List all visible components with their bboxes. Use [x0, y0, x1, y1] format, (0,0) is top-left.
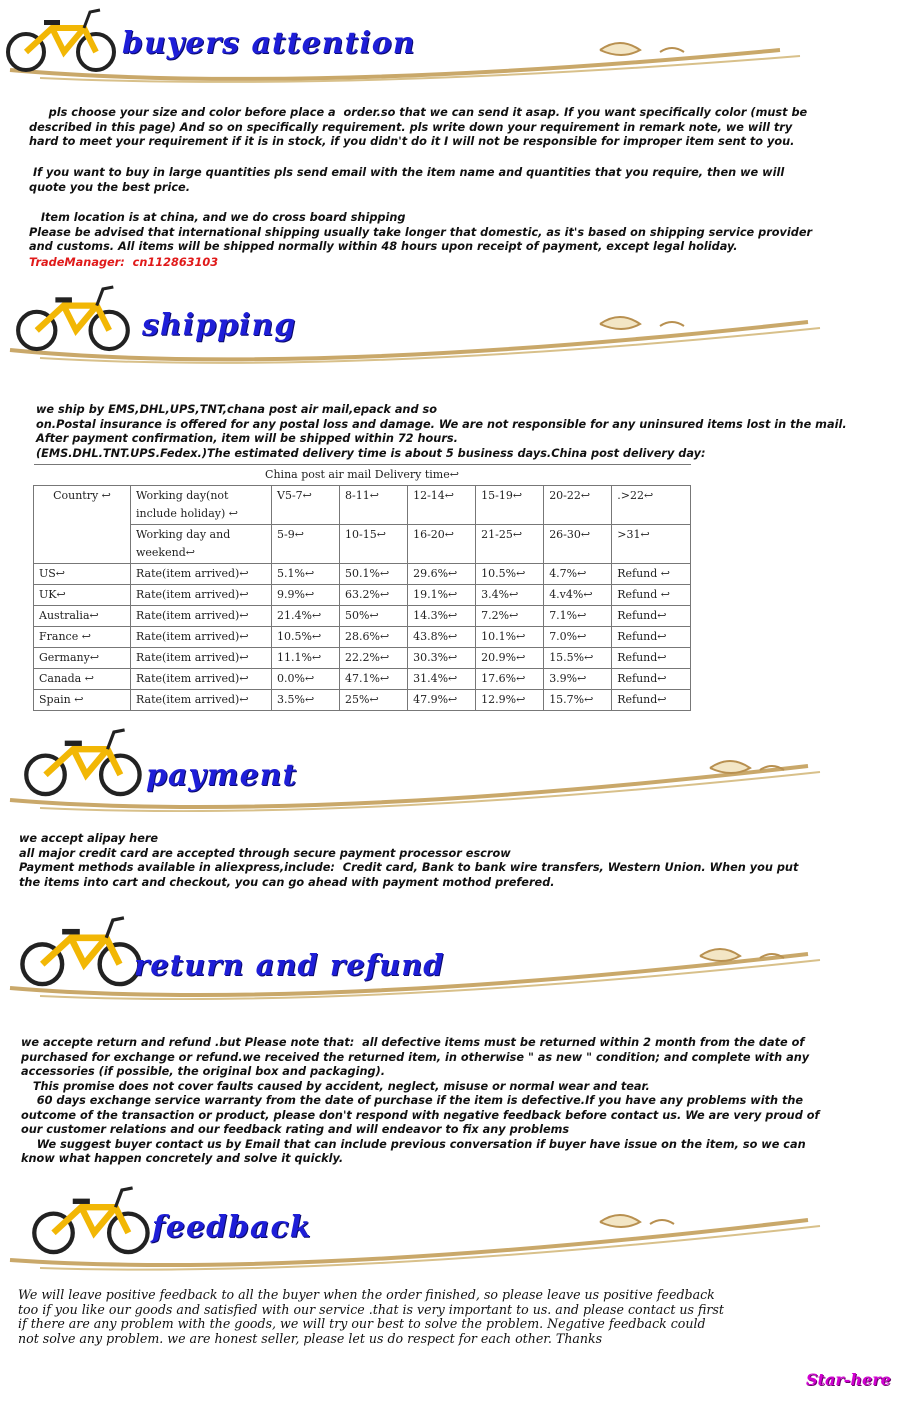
- item-location-note: Item location is at china, and we do cross board shipping Please be advised that international shipping usually take longer that domestic, as it's based on shipping service provider and customs. All items will be shipped normally within 48 hours upon receipt of payment, except legal holiday.: [29, 211, 813, 253]
- table-cell: Refund↩: [612, 690, 691, 711]
- bicycle-icon: [4, 6, 120, 74]
- return-refund-policy: we accepte return and refund .but Please note that: all defective items must be returned within 2 month from the date of purchased for exchange or refund.we received the returned item, in otherwise " as new " condition; and complete with any accessories (if possible, the original box and packaging). This promise does not cover faults caused by accident, neglect, misuse or normal wear and tear. 60 days exchange service warranty from the date of purchase if the item is defective.If you have any problems with the outcome of the transaction or product, please don't respond with negative feedback before contact us. We are very proud of our customer relations and our feedback rating and will endeavor to fix any problems We suggest buyer contact us by Email that can include previous conversation if buyer have issue on the item, so we can know what happen concretely and solve it quickly.: [21, 1036, 820, 1165]
- table-cell: 7.0%↩: [544, 627, 612, 648]
- bicycle-icon: [30, 1182, 154, 1258]
- table-row: [34, 486, 691, 525]
- country-cell: Germany↩: [34, 648, 131, 669]
- seller-signature: Star-here: [806, 1370, 891, 1389]
- working-day-label: Working day and weekend↩: [131, 525, 272, 564]
- rate-label: Rate(item arrived)↩: [131, 606, 272, 627]
- table-cell: 31.4%↩: [408, 669, 476, 690]
- table-cell: 8-11↩: [340, 486, 408, 525]
- table-cell: 63.2%↩: [340, 585, 408, 606]
- table-row: [34, 648, 691, 669]
- table-cell: 26-30↩: [544, 525, 612, 564]
- banner-title: feedback: [152, 1210, 312, 1245]
- table-cell: 10.5%↩: [476, 564, 544, 585]
- table-cell: 5-9↩: [272, 525, 340, 564]
- bicycle-icon: [18, 912, 146, 990]
- table-cell: 12.9%↩: [476, 690, 544, 711]
- country-header: Country ↩: [34, 486, 131, 564]
- shipping-info: we ship by EMS,DHL,UPS,TNT,chana post air mail,epack and so on.Postal insurance is offered for any postal loss and damage. We are not responsible for any uninsured items lost in the mail. After payment confirmation, item will be shipped within 72 hours. (EMS.DHL.TNT.UPS.Fedex.)The estimated delivery time is about 5 business days.China post delivery day:: [36, 403, 847, 460]
- table-cell: 3.9%↩: [544, 669, 612, 690]
- country-cell: US↩: [34, 564, 131, 585]
- table-cell: 15.7%↩: [544, 690, 612, 711]
- table-cell: 15-19↩: [476, 486, 544, 525]
- table-caption-row: [34, 465, 691, 486]
- bulk-order-note: If you want to buy in large quantities pls send email with the item name and quantities that you require, then we will quote you the best price.: [29, 166, 785, 194]
- bicycle-icon: [22, 724, 146, 800]
- banner-return-refund: [0, 904, 902, 1014]
- table-cell: 3.4%↩: [476, 585, 544, 606]
- table-cell: Refund ↩: [612, 564, 691, 585]
- table-cell: Refund↩: [612, 648, 691, 669]
- table-cell: 4.7%↩: [544, 564, 612, 585]
- table-cell: 7.1%↩: [544, 606, 612, 627]
- table-row: [34, 669, 691, 690]
- banner-buyers-attention: [0, 0, 902, 92]
- table-cell: >31↩: [612, 525, 691, 564]
- table-row: [34, 690, 691, 711]
- table-cell: 50.1%↩: [340, 564, 408, 585]
- banner-shipping: [0, 278, 902, 378]
- country-cell: Australia↩: [34, 606, 131, 627]
- trademanager-id: TradeManager: cn112863103: [29, 256, 219, 269]
- working-day-label: Working day(not include holiday) ↩: [131, 486, 272, 525]
- banner-title: shipping: [142, 308, 297, 343]
- payment-info: we accept alipay here all major credit card are accepted through secure payment processor escrow Payment methods available in aliexpress,include: Credit card, Bank to bank wire transfers, Western Union. When you put the items into cart and checkout, you can go ahead with payment mothod prefered.: [19, 832, 799, 889]
- table-cell: 21.4%↩: [272, 606, 340, 627]
- table-cell: 10.5%↩: [272, 627, 340, 648]
- table-cell: 11.1%↩: [272, 648, 340, 669]
- table-cell: 43.8%↩: [408, 627, 476, 648]
- table-cell: 47.1%↩: [340, 669, 408, 690]
- table-cell: 20-22↩: [544, 486, 612, 525]
- table-cell: 5.1%↩: [272, 564, 340, 585]
- table-cell: 14.3%↩: [408, 606, 476, 627]
- table-cell: 47.9%↩: [408, 690, 476, 711]
- table-cell: 25%↩: [340, 690, 408, 711]
- table-cell: 9.9%↩: [272, 585, 340, 606]
- table-cell: 4.v4%↩: [544, 585, 612, 606]
- swoosh-decoration: [0, 278, 902, 378]
- table-cell: 0.0%↩: [272, 669, 340, 690]
- table-cell: V5-7↩: [272, 486, 340, 525]
- rate-label: Rate(item arrived)↩: [131, 669, 272, 690]
- table-cell: 20.9%↩: [476, 648, 544, 669]
- country-cell: Spain ↩: [34, 690, 131, 711]
- country-cell: France ↩: [34, 627, 131, 648]
- table-cell: Refund ↩: [612, 585, 691, 606]
- table-cell: 16-20↩: [408, 525, 476, 564]
- table-cell: 10-15↩: [340, 525, 408, 564]
- table-cell: Refund↩: [612, 669, 691, 690]
- bicycle-icon: [14, 282, 134, 354]
- buyers-instructions: pls choose your size and color before place a order.so that we can send it asap. If you want specifically color (must be described in this page) And so on specifically requirement. pls write down your requirement in remark note, we will try hard to meet your requirement if it is in stock, if you didn't do it I will not be responsible for improper item sent to you.: [29, 106, 808, 148]
- delivery-time-table: [33, 464, 691, 711]
- table-cell: 15.5%↩: [544, 648, 612, 669]
- table-row: [34, 606, 691, 627]
- table-cell: 3.5%↩: [272, 690, 340, 711]
- table-cell: 28.6%↩: [340, 627, 408, 648]
- table-cell: 22.2%↩: [340, 648, 408, 669]
- table-cell: 10.1%↩: [476, 627, 544, 648]
- table-cell: 21-25↩: [476, 525, 544, 564]
- rate-label: Rate(item arrived)↩: [131, 648, 272, 669]
- table-row: [34, 627, 691, 648]
- country-cell: UK↩: [34, 585, 131, 606]
- table-cell: 30.3%↩: [408, 648, 476, 669]
- table-row: [34, 525, 691, 564]
- banner-payment: [0, 722, 902, 822]
- table-row: [34, 585, 691, 606]
- table-caption: China post air mail Delivery time↩: [34, 465, 691, 486]
- country-cell: Canada ↩: [34, 669, 131, 690]
- table-cell: 12-14↩: [408, 486, 476, 525]
- banner-feedback: [0, 1180, 902, 1280]
- table-cell: 19.1%↩: [408, 585, 476, 606]
- table-cell: Refund↩: [612, 627, 691, 648]
- rate-label: Rate(item arrived)↩: [131, 585, 272, 606]
- banner-title: payment: [146, 758, 298, 793]
- table-cell: 17.6%↩: [476, 669, 544, 690]
- table-cell: 50%↩: [340, 606, 408, 627]
- table-row: [34, 564, 691, 585]
- rate-label: Rate(item arrived)↩: [131, 627, 272, 648]
- rate-label: Rate(item arrived)↩: [131, 564, 272, 585]
- rate-label: Rate(item arrived)↩: [131, 690, 272, 711]
- table-cell: Refund↩: [612, 606, 691, 627]
- table-cell: .>22↩: [612, 486, 691, 525]
- feedback-note: We will leave positive feedback to all the buyer when the order finished, so please leave us positive feedback too if you like our goods and satisfied with our service .that is very important to us. and please contact us first if there are any problem with the goods, we will try our best to solve the problem. Negative feedback could not solve any problem. we are honest seller, please let us do respect for each other. Thanks: [18, 1287, 724, 1346]
- table-cell: 29.6%↩: [408, 564, 476, 585]
- table-cell: 7.2%↩: [476, 606, 544, 627]
- banner-title: return and refund: [134, 948, 445, 982]
- banner-title: buyers attention: [122, 26, 416, 61]
